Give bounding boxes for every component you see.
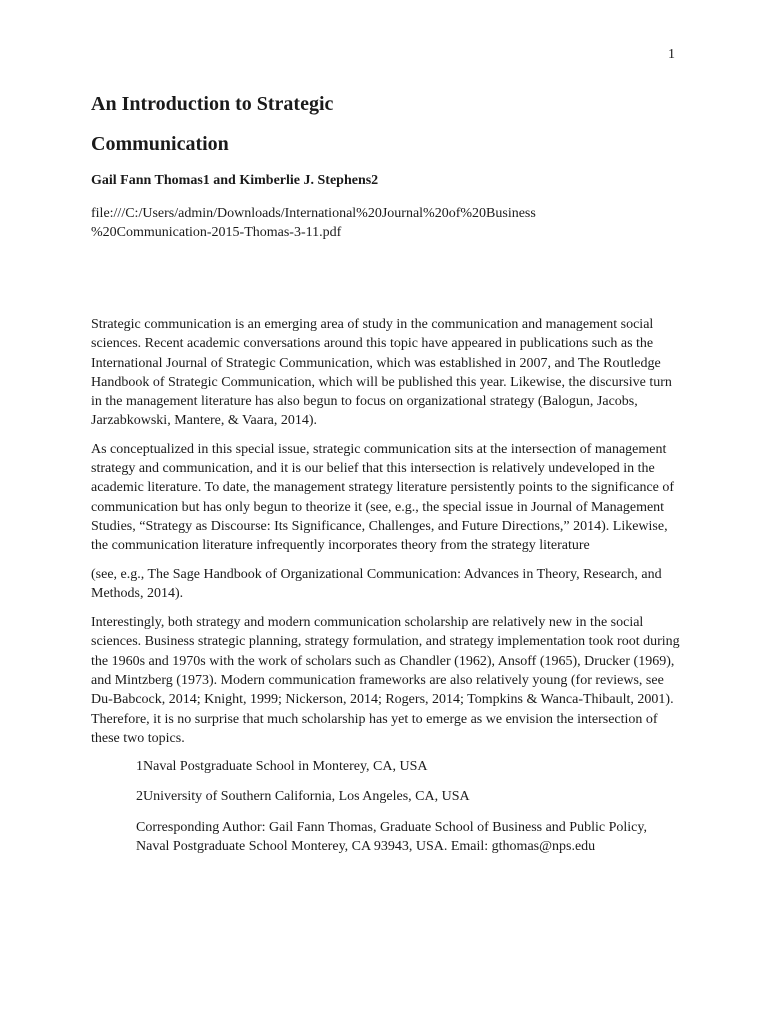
- footnote-corresponding-author: Corresponding Author: Gail Fann Thomas, Graduate School of Business and Public Policy, Naval Postgraduate School Monterey, CA 93943, USA. Email: gthomas@nps.edu: [136, 820, 647, 855]
- footnote-affiliation-1: 1Naval Postgraduate School in Monterey, CA, USA: [136, 759, 428, 775]
- document-content: [91, 92, 681, 856]
- body-paragraph: (see, e.g., The Sage Handbook of Organizational Communication: Advances in Theory, Research, and Methods, 2014).: [91, 566, 662, 601]
- body-paragraph: Interestingly, both strategy and modern communication scholarship are relatively new in the social sciences. Business strategic planning, strategy formulation, and strategy implementation took root during the 1960s and 1970s with the work of scholars such as Chandler (1962), Ansoff (1965), Drucker (1969), and Mintzberg (1973). Modern communication frameworks are also relatively young (for reviews, see Du-Babcock, 2014; Knight, 1999; Nickerson, 2014; Rogers, 2014; Tompkins & Wanca-Thibault, 2001). Therefore, it is no surprise that much scholarship has yet to emerge as we envision the intersection of these two topics.: [91, 615, 680, 746]
- footnote-affiliation-2: 2University of Southern California, Los Angeles, CA, USA: [136, 789, 470, 805]
- authors: Gail Fann Thomas1 and Kimberlie J. Stephens2: [91, 173, 379, 188]
- title-line-1: An Introduction to Strategic: [91, 93, 334, 115]
- page-number: 1: [668, 47, 675, 62]
- body-paragraph: Strategic communication is an emerging area of study in the communication and management social sciences. Recent academic conversations around this topic have appeared in publications such as the International Journal of Strategic Communication, which was established in 2007, and The Routledge Handbook of Strategic Communication, which will be published this year. Likewise, the discursive turn in the management literature has also begun to focus on organizational strategy (Balogun, Jacobs, Jarzabkowski, Mantere, & Vaara, 2014).: [91, 317, 672, 429]
- title-line-2: Communication: [91, 133, 229, 155]
- body-paragraph: As conceptualized in this special issue, strategic communication sits at the intersection of management strategy and communication, and it is our belief that this intersection is relatively undeveloped in the academic literature. To date, the management strategy literature persistently points to the significance of communication but has only begun to theorize it (see, e.g., the special issue in Journal of Management Studies, “Strategy as Discourse: Its Significance, Challenges, and Future Directions,” 2014). Likewise, the communication literature infrequently incorporates theory from the strategy literature: [91, 441, 675, 554]
- footnotes: [136, 757, 681, 856]
- file-path: file:///C:/Users/admin/Downloads/International%20Journal%20of%20Business %20Communication-2015-Thomas-3-11.pdf: [91, 206, 536, 240]
